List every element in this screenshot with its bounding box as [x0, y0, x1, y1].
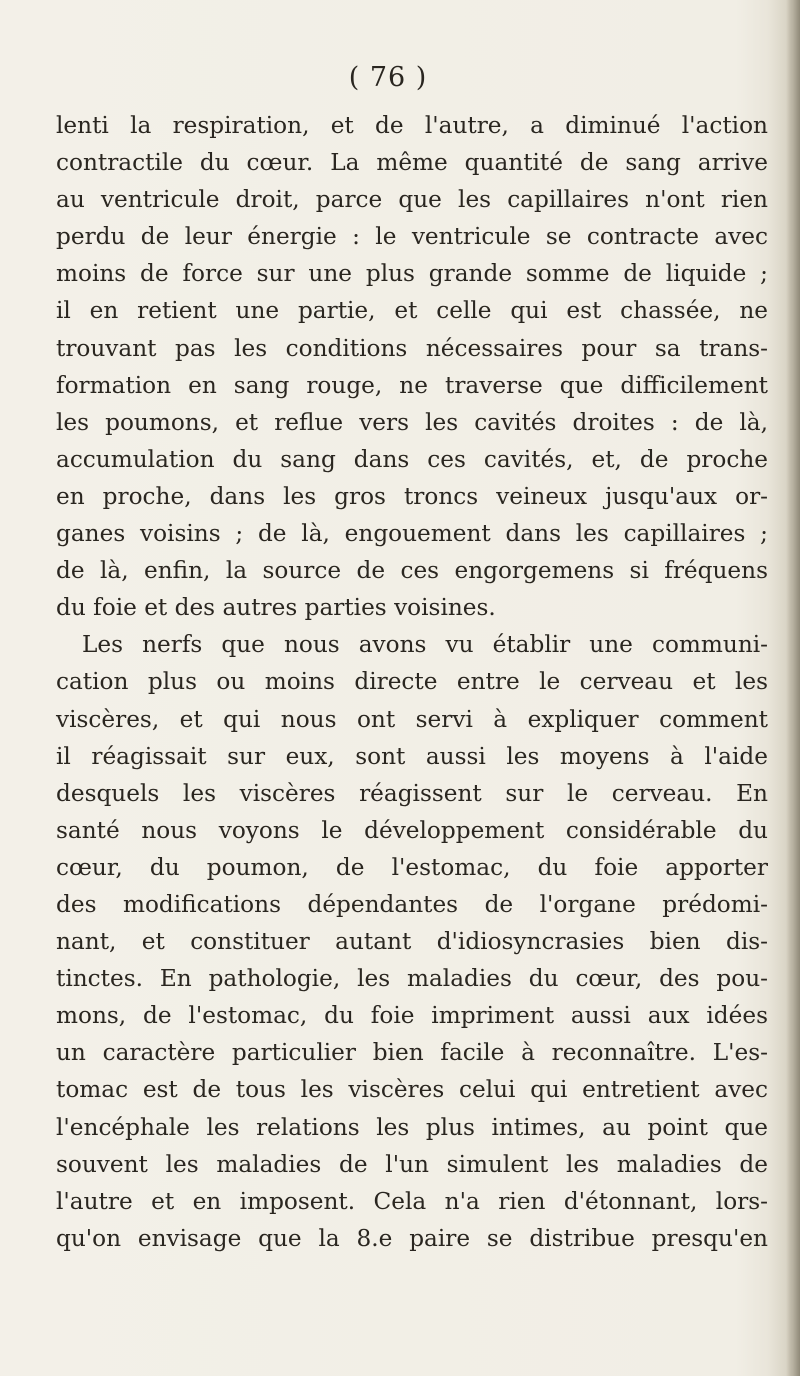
text-line: les poumons, et reflue vers les cavités droites : de là,: [56, 408, 768, 436]
text-line: contractile du cœur. La même quantité de sang arrive: [56, 149, 768, 177]
text-line: des modifications dépendantes de l'organe prédomi-: [56, 890, 768, 918]
text-line: tomac est de tous les viscères celui qui entretient avec: [56, 1076, 768, 1104]
text-line: du foie et des autres parties voisines.: [56, 594, 496, 622]
text-line: un caractère particulier bien facile à reconnaître. L'es-: [56, 1039, 768, 1067]
page-edge-shadow: [786, 0, 800, 1376]
text-line: cœur, du poumon, de l'estomac, du foie apporter: [56, 853, 768, 881]
text-line: lenti la respiration, et de l'autre, a diminué l'action: [56, 112, 768, 139]
text-line: perdu de leur énergie : le ventricule se contracte avec: [56, 223, 768, 251]
text-line: accumulation du sang dans ces cavités, et, de proche: [56, 445, 768, 473]
text-line: l'autre et en imposent. Cela n'a rien d'étonnant, lors-: [56, 1187, 768, 1215]
text-line: qu'on envisage que la 8.e paire se distribue presqu'en: [56, 1224, 768, 1252]
text-line: Les nerfs que nous avons vu établir une communi-: [82, 631, 768, 659]
text-line: formation en sang rouge, ne traverse que difficilement: [56, 371, 768, 399]
text-line: en proche, dans les gros troncs veineux jusqu'aux or-: [56, 482, 768, 510]
text-line: moins de force sur une plus grande somme de liquide ;: [56, 260, 768, 288]
text-line: santé nous voyons le développement considérable du: [56, 816, 768, 844]
text-line: cation plus ou moins directe entre le cerveau et les: [56, 668, 768, 696]
text-line: souvent les maladies de l'un simulent les maladies de: [56, 1150, 768, 1178]
text-line: il en retient une partie, et celle qui est chassée, ne: [56, 297, 768, 325]
text-line: ganes voisins ; de là, engouement dans les capillaires ;: [56, 520, 768, 548]
text-line: desquels les viscères réagissent sur le cerveau. En: [56, 779, 768, 807]
text-line: l'encéphale les relations les plus intimes, au point que: [56, 1113, 768, 1141]
text-line: viscères, et qui nous ont servi à expliquer comment: [56, 705, 768, 733]
text-line: nant, et constituer autant d'idiosyncrasies bien dis-: [56, 928, 768, 956]
text-line: tinctes. En pathologie, les maladies du cœur, des pou-: [56, 965, 768, 993]
text-line: trouvant pas les conditions nécessaires pour sa trans-: [56, 334, 768, 362]
page-number: ( 76 ): [348, 62, 428, 93]
text-line: de là, enfin, la source de ces engorgemens si fréquens: [56, 557, 768, 585]
text-line: il réagissait sur eux, sont aussi les moyens à l'aide: [56, 742, 768, 770]
text-line: mons, de l'estomac, du foie impriment aussi aux idées: [56, 1002, 768, 1030]
text-line: au ventricule droit, parce que les capillaires n'ont rien: [56, 186, 768, 214]
body-text: [56, 107, 768, 1257]
